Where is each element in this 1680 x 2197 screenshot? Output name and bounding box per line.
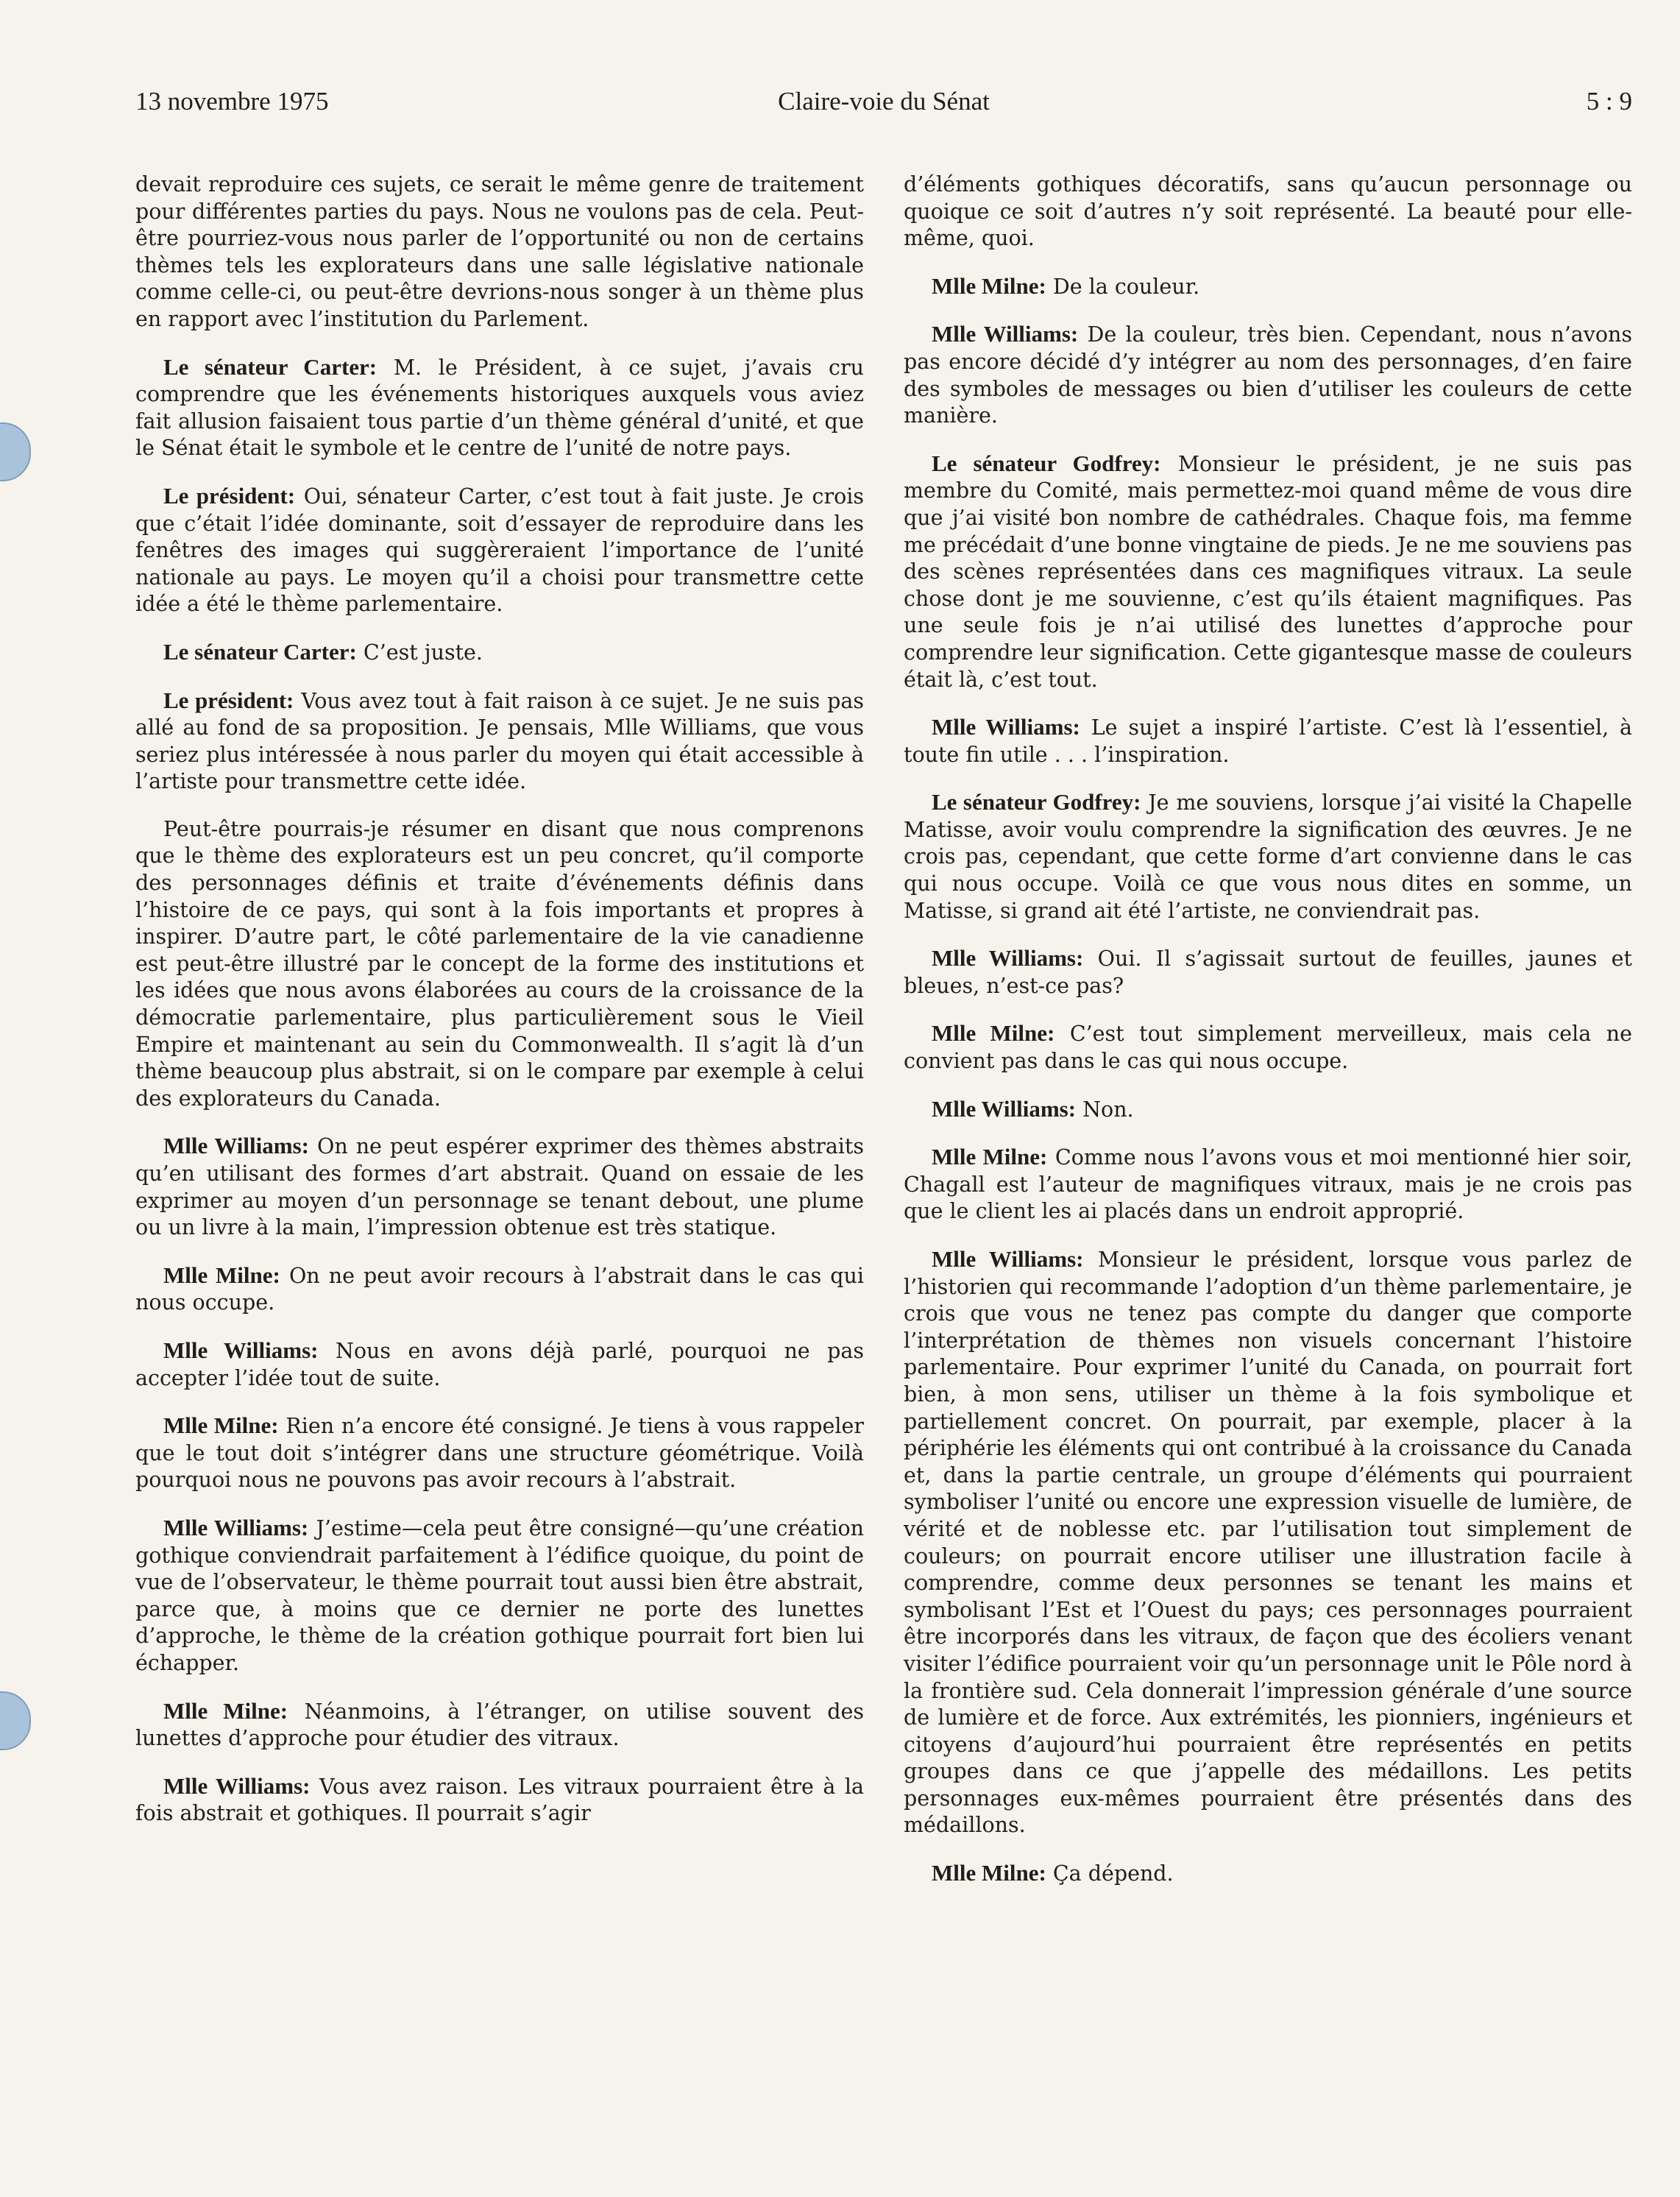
- paragraph-text: Néanmoins, à l’étranger, on utilise souvent des lunettes d’approche pour étudier des vitraux.: [135, 1699, 864, 1751]
- paragraph: [135, 171, 864, 333]
- paragraph: [135, 1515, 864, 1677]
- speaker-name: Mlle Milne:: [932, 1020, 1055, 1047]
- paragraph-text: Le sujet a inspiré l’artiste. C’est là l’essentiel, à toute fin utile . . . l’inspiration.: [904, 715, 1632, 767]
- paragraph: [135, 1337, 864, 1392]
- speaker-name: Mlle Milne:: [163, 1412, 279, 1439]
- paragraph: [904, 171, 1632, 252]
- speaker-name: Le sénateur Carter:: [163, 638, 357, 665]
- paragraph-text: Ça dépend.: [1052, 1861, 1174, 1886]
- binder-hole-top: [0, 422, 31, 481]
- header-page-number: 5 : 9: [1586, 87, 1632, 116]
- paragraph: [904, 450, 1632, 693]
- paragraph: [904, 1096, 1632, 1124]
- paragraph-text: Rien n’a encore été consigné. Je tiens à vous rappeler que le tout doit s’intégrer dans une structure géométrique. Voilà pourquoi nous ne pouvons pas avoir recours à l’abstrait.: [135, 1414, 864, 1493]
- paragraph: [135, 354, 864, 462]
- paragraph: [135, 1773, 864, 1828]
- paragraph-text: J’estime—cela peut être consigné—qu’une création gothique conviendrait parfaitement à l’édifice quoique, du point de vue de l’observateur, le thème pourrait tout aussi bien être abstrait, parce que, à moins que ce dernier ne porte des lunettes d’approche, le thème de la création gothique pourrait fort bien lui échapper.: [135, 1515, 864, 1675]
- paragraph-text: De la couleur.: [1052, 274, 1200, 299]
- paragraph: [904, 1144, 1632, 1225]
- paragraph: [135, 816, 864, 1113]
- header-date: 13 novembre 1975: [135, 87, 329, 116]
- paragraph: [904, 321, 1632, 429]
- binder-hole-bottom: [0, 1691, 31, 1750]
- speaker-name: Mlle Williams:: [163, 1514, 309, 1540]
- paragraph: [135, 1412, 864, 1494]
- speaker-name: Le président:: [163, 482, 296, 509]
- paragraph-text: De la couleur, très bien. Cependant, nous n’avons pas encore décidé d’y intégrer au nom des personnages, d’en faire des symboles de messages ou bien d’utiliser les couleurs de cette manière.: [904, 322, 1632, 428]
- paragraph: [904, 1860, 1632, 1888]
- paragraph: [904, 945, 1632, 1000]
- paragraph: [904, 714, 1632, 768]
- paragraph-text: Monsieur le président, lorsque vous parlez de l’historien qui recommande l’adoption d’un thème parlementaire, je crois que vous ne tenez pas compte du danger que comporte l’interprétation de thèmes non visuels concernant l’histoire parlementaire. Pour exprimer l’unité du Canada, on pourrait fort bien, à mon sens, utiliser un thème à la fois symbolique et partiellement concret. On pourrait, par exemple, placer à la périphérie les éléments qui ont contribué à la croissance du Canada et, dans la partie centrale, un groupe d’éléments qui pourraient symboliser l’unité ou encore une expression visuelle de lumière, de vérité et de noblesse etc. par l’utilisation tout simplement de couleurs; on pourrait encore utiliser une illustration facile à comprendre, comme deux personnes se tenant les mains et symbolisant l’Est et l’Ouest du pays; ces personnages pourraient être incorporés dans les vitraux, de façon que des écoliers venant visiter l’édifice pourraient voir qu’un personnage unit le Pôle nord à la frontière sud. Cela donnerait l’impression générale d’une source de lumière et de force. Aux extrémités, les pionniers, ingénieurs et citoyens d’aujourd’hui pourraient être représentés en petits groupes dans ce que j’appelle des médaillons. Les petits personnages eux-mêmes pourraient être présentés dans des médaillons.: [904, 1248, 1632, 1838]
- paragraph: [904, 1020, 1632, 1075]
- paragraph: [135, 1133, 864, 1241]
- paragraph-text: Comme nous l’avons vous et moi mentionné hier soir, Chagall est l’auteur de magnifiques vitraux, mais je ne crois pas que le client les ai placés dans un endroit approprié.: [904, 1145, 1633, 1224]
- page-header: [135, 87, 1632, 131]
- paragraph-text: Oui, sénateur Carter, c’est tout à fait juste. Je crois que c’était l’idée dominante, soit d’essayer de reproduire dans les fenêtres des images qui suggèreraient l’importance de l’unité nationale au pays. Le moyen qu’il a choisi pour transmettre cette idée a été le thème parlementaire.: [135, 484, 865, 617]
- header-title: Claire-voie du Sénat: [778, 87, 990, 116]
- paragraph: [135, 639, 864, 667]
- paragraph: [135, 687, 864, 796]
- paragraph-text: Je me souviens, lorsque j’ai visité la Chapelle Matisse, avoir voulu comprendre la signification des œuvres. Je ne crois pas, cependant, que cette forme d’art convienne dans le cas qui nous occupe. Voilà ce que vous nous dites en somme, un Matisse, si grand ait été l’artiste, ne conviendrait pas.: [904, 790, 1632, 923]
- paragraph-text: Monsieur le président, je ne suis pas membre du Comité, mais permettez-moi quand même de vous dire que j’ai visité bon nombre de cathédrales. Chaque fois, ma femme me précédait d’une bonne vingtaine de pieds. Je ne me souviens pas des scènes représentées dans ces magnifiques vitraux. La seule chose dont je me souvienne, c’est qu’ils étaient magnifiques. Pas une seule fois je n’ai utilisé des lunettes d’approche pour comprendre leur signification. Cette gigantesque masse de couleurs était là, c’est tout.: [904, 451, 1633, 692]
- speaker-name: Mlle Williams:: [932, 714, 1080, 740]
- speaker-name: Mlle Milne:: [932, 1144, 1048, 1170]
- paragraph-text: Vous avez tout à fait raison à ce sujet. Je ne suis pas allé au fond de sa proposition. Je pensais, Mlle Williams, que vous seriez plus intéressée à nous parler du moyen qui était accessible à l’artiste pour transmettre cette idée.: [135, 688, 865, 794]
- paragraph: [135, 1262, 864, 1317]
- paragraph: [904, 1246, 1632, 1839]
- paragraph-text: Vous avez raison. Les vitraux pourraient être à la fois abstrait et gothiques. Il pourrait s’agir: [135, 1774, 864, 1826]
- paragraph: [904, 273, 1632, 301]
- paragraph-text: devait reproduire ces sujets, ce serait le même genre de traitement pour différentes parties du pays. Nous ne voulons pas de cela. Peut-être pourriez-vous nous parler de l’opportunité ou non de certains thèmes tels les explorateurs dans une salle législative nationale comme celle-ci, ou peut-être devrions-nous songer à un thème plus en rapport avec l’institution du Parlement.: [135, 172, 864, 331]
- paragraph: [904, 789, 1632, 924]
- speaker-name: Mlle Milne:: [932, 272, 1046, 299]
- paragraph-text: M. le Président, à ce sujet, j’avais cru comprendre que les événements historiques auxquels vous aviez fait allusion faisaient tous partie d’un thème général d’unité, et que le Sénat était le symbole et le centre de l’unité de notre pays.: [135, 355, 865, 461]
- paragraph-text: On ne peut avoir recours à l’abstrait dans le cas qui nous occupe.: [135, 1263, 865, 1315]
- paragraph-text: C’est juste.: [363, 640, 483, 665]
- speaker-name: Le sénateur Carter:: [163, 353, 378, 380]
- speaker-name: Mlle Williams:: [932, 321, 1079, 347]
- paragraph: [135, 1698, 864, 1752]
- left-column: [135, 171, 864, 1848]
- speaker-name: Mlle Williams:: [932, 1095, 1077, 1122]
- paragraph-text: Non.: [1082, 1097, 1134, 1122]
- paragraph-text: On ne peut espérer exprimer des thèmes abstraits qu’en utilisant des formes d’art abstrait. Quand on essaie de les exprimer au moyen d’un personnage se tenant debout, une plume ou un livre à la main, l’impression obtenue est très statique.: [135, 1134, 865, 1240]
- speaker-name: Le président:: [163, 687, 294, 713]
- speaker-name: Mlle Williams:: [932, 1246, 1084, 1272]
- paragraph-text: Nous en avons déjà parlé, pourquoi ne pas accepter l’idée tout de suite.: [135, 1338, 865, 1390]
- speaker-name: Mlle Milne:: [163, 1697, 288, 1724]
- speaker-name: Mlle Williams:: [163, 1133, 309, 1159]
- speaker-name: Mlle Milne:: [932, 1860, 1046, 1886]
- speaker-name: Mlle Williams:: [163, 1337, 319, 1363]
- speaker-name: Le sénateur Godfrey:: [932, 450, 1161, 476]
- speaker-name: Mlle Williams:: [932, 945, 1084, 972]
- paragraph: [135, 483, 864, 618]
- paragraph-text: Oui. Il s’agissait surtout de feuilles, jaunes et bleues, n’est-ce pas?: [904, 947, 1632, 998]
- paragraph-text: C’est tout simplement merveilleux, mais cela ne convient pas dans le cas qui nous occupe.: [904, 1022, 1632, 1074]
- speaker-name: Mlle Williams:: [163, 1772, 311, 1799]
- paragraph-text: d’éléments gothiques décoratifs, sans qu’aucun personnage ou quoique ce soit d’autres n’y soit représenté. La beauté pour elle-même, quoi.: [904, 172, 1632, 251]
- speaker-name: Mlle Milne:: [163, 1262, 280, 1288]
- right-column: [904, 171, 1632, 1908]
- paragraph-text: Peut-être pourrais-je résumer en disant que nous comprenons que le thème des explorateurs est un peu concret, qu’il comporte des personnages définis et traite d’événements définis dans l’histoire de ce pays, qui sont à la fois importants et propres à inspirer. D’autre part, le côté parlementaire de la vie canadienne est peut-être illustré par le concept de la forme des institutions et les idées que nous avons élaborées au cours de la croissance de la démocratie parlementaire, plus particulièrement sous le Vieil Empire et maintenant au sein du Commonwealth. Il s’agit là d’un thème beaucoup plus abstrait, si on le compare par exemple à celui des explorateurs du Canada.: [135, 816, 864, 1111]
- speaker-name: Le sénateur Godfrey:: [932, 789, 1141, 816]
